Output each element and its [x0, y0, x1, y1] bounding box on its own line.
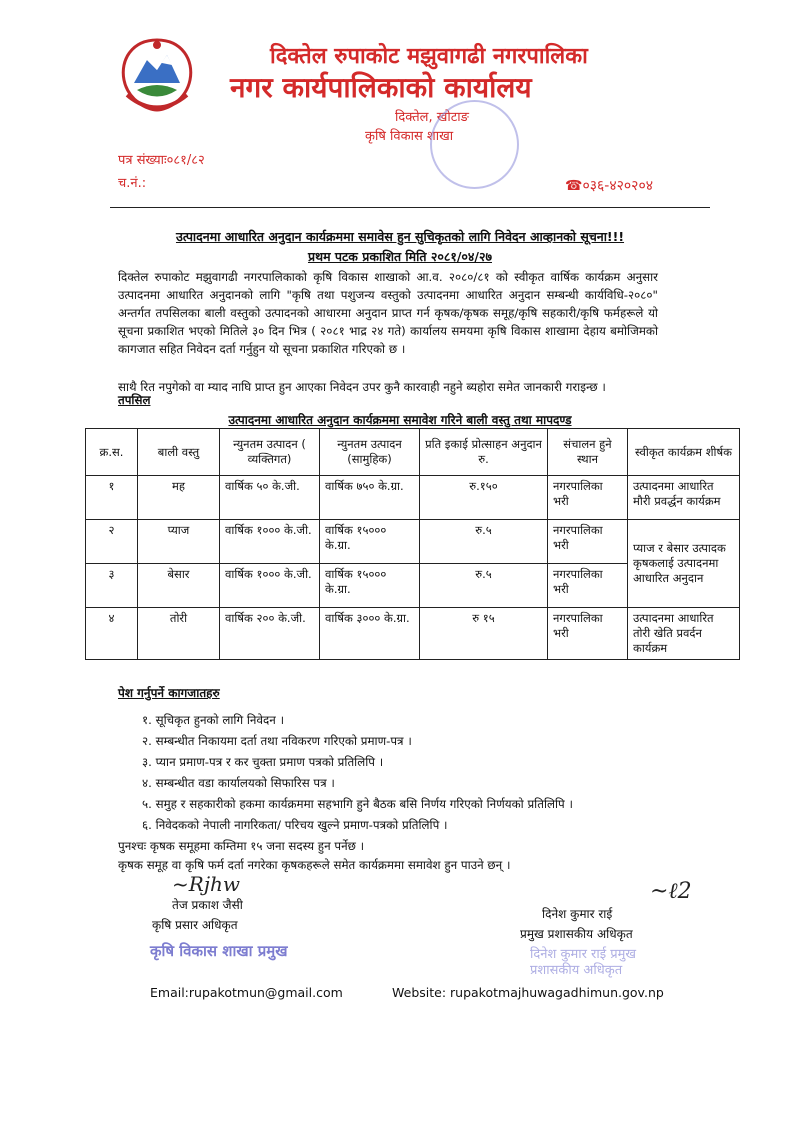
cell-crop: तोरी: [138, 608, 220, 660]
ref-value: ०८१/८२: [166, 153, 205, 168]
cell-place: नगरपालिका भरी: [548, 520, 628, 564]
notice-subtitle: प्रथम पटक प्रकाशित मिति २०८१/०४/२७: [307, 249, 492, 264]
documents-list: [142, 710, 573, 836]
list-item: ३. प्यान प्रमाण-पत्र र कर चुक्ता प्रमाण पत्रको प्रतिलिपि ।: [142, 755, 384, 769]
cell-grant: रु.५: [420, 564, 548, 608]
footer-email: Email:rupakotmun@gmail.com: [150, 985, 343, 1000]
table-row: [86, 476, 740, 520]
office-name: नगर कार्यपालिकाको कार्यालय: [230, 71, 532, 104]
cell-place: नगरपालिका भरी: [548, 476, 628, 520]
footer-website: Website: rupakotmajhuwagadhimun.gov.np: [392, 985, 664, 1000]
notice-title: उत्पादनमा आधारित अनुदान कार्यक्रममा समावेस हुन सुचिकृतको लागि निवेदन आव्हानको सूचना!!!: [175, 229, 625, 244]
cell-grant: रु.५: [420, 520, 548, 564]
table-header-row: [86, 429, 740, 476]
table-row: [86, 520, 740, 564]
cell-sn: २: [86, 520, 138, 564]
col-header: न्युनतम उत्पादन ( व्यक्तिगत): [220, 429, 320, 476]
cell-individual: वार्षिक २०० के.जी.: [220, 608, 320, 660]
cell-group: वार्षिक १५००० के.ग्रा.: [320, 520, 420, 564]
cell-crop: प्याज: [138, 520, 220, 564]
phone-number: ☎०३६-४२०२०४: [565, 178, 654, 194]
list-item: ५. समुह र सहकारीको हकमा कार्यक्रममा सहभागि हुने बैठक बसि निर्णय गरिएको निर्णयको प्रतिलिपि ।: [142, 797, 573, 811]
cell-place: नगरपालिका भरी: [548, 564, 628, 608]
cell-sn: ४: [86, 608, 138, 660]
left-signatory-post: कृषि प्रसार अधिकृत: [152, 918, 238, 932]
cell-sn: ३: [86, 564, 138, 608]
ref-number: [118, 150, 205, 168]
branch-name: कृषि विकास शाखा: [365, 129, 454, 144]
col-header: स्वीकृत कार्यक्रम शीर्षक: [628, 429, 740, 476]
crop-table: [85, 428, 740, 660]
cell-sn: १: [86, 476, 138, 520]
left-signatory-name: तेज प्रकाश जैसी: [172, 898, 243, 912]
eligibility-note: कृषक समूह वा कृषि फर्म दर्ता नगरेका कृषकहरूले समेत कार्यक्रममा समावेश हुन पाउने छन् ।: [118, 858, 511, 872]
list-item: ४. सम्बन्धीत वडा कार्यालयको सिफारिस पत्र ।: [142, 776, 335, 790]
col-header: न्युनतम उत्पादन (सामुहिक): [320, 429, 420, 476]
cell-group: वार्षिक ७५० के.ग्रा.: [320, 476, 420, 520]
cell-individual: वार्षिक ५० के.जी.: [220, 476, 320, 520]
cell-grant: रु १५: [420, 608, 548, 660]
ref-label: पत्र संख्याः: [118, 153, 167, 168]
left-signature: ~Rjhw: [172, 872, 241, 896]
table-row: [86, 608, 740, 660]
col-header: संचालन हुने स्थान: [548, 429, 628, 476]
org-name: दिक्तेल रुपाकोट मझुवागढी नगरपालिका: [270, 44, 588, 69]
col-header: बाली वस्तु: [138, 429, 220, 476]
cell-crop: बेसार: [138, 564, 220, 608]
left-stamp: कृषि विकास शाखा प्रमुख: [150, 942, 288, 960]
right-signature: ~ℓ2: [650, 879, 692, 904]
cell-program: उत्पादनमा आधारित तोरी खेति प्रवर्दन कार्यक्रम: [628, 608, 740, 660]
cell-group: वार्षिक १५००० के.ग्रा.: [320, 564, 420, 608]
postscript-note: पुनश्चः कृषक समूहमा कम्तिमा १५ जना सदस्य हुन पर्नेछ ।: [118, 839, 365, 853]
table-caption: उत्पादनमा आधारित अनुदान कार्यक्रममा समावेश गरिने बाली वस्तु तथा मापदण्ड: [228, 413, 572, 427]
cell-crop: मह: [138, 476, 220, 520]
cell-program: उत्पादनमा आधारित मौरी प्रवर्द्धन कार्यक्रम: [628, 476, 740, 520]
list-item: २. सम्बन्धीत निकायमा दर्ता तथा नविकरण गरिएको प्रमाण-पत्र ।: [142, 734, 412, 748]
right-stamp: दिनेश कुमार राई प्रमुख प्रशासकीय अधिकृत: [530, 947, 637, 978]
schedule-heading: तपसिल: [118, 393, 151, 407]
col-header: क्र.स.: [86, 429, 138, 476]
cell-grant: रु.१५०: [420, 476, 548, 520]
list-item: ६. निवेदकको नेपाली नागरिकता/ परिचय खुल्ने प्रमाण-पत्रको प्रतिलिपि ।: [142, 818, 448, 832]
nepal-emblem-icon: [112, 35, 202, 115]
notice-body: दिक्तेल रुपाकोट मझुवागढी नगरपालिकाको कृषि विकास शाखाको आ.व. २०८०/८१ को स्वीकृत वार्षिक कार्यक्रम अनुसार उत्पादनमा आधारित अनुदानको लागि "कृषि तथा पशुजन्य वस्तुको उत्पादनमा आधारित अनुदान सम्बन्धी कार्यविधि-२०८०" अन्तर्गत तपसिलका बाली वस्तुको उत्पादनको आधारमा अनुदान प्राप्त गर्न कृषक/कृषक समूह/कृषि सहकारी/कृषि फर्महरूले यो सूचना प्रकाशित भएको मितिले ३० दिन भित्र ( २०८१ भाद्र २४ गते) कार्यालय समयमा कृषि विकास शाखामा देहाय बमोजिमको कागजात सहित निवेदन दर्ता गर्नुहुन यो सूचना प्रकाशित गरिएको छ ।: [118, 270, 658, 356]
cell-place: नगरपालिका भरी: [548, 608, 628, 660]
office-address: दिक्तेल, खोटाङ: [395, 110, 469, 125]
right-signatory-name: दिनेश कुमार राई: [542, 907, 613, 921]
cell-program: प्याज र बेसार उत्पादक कृषकलाई उत्पादनमा आधारित अनुदान: [628, 520, 740, 608]
right-signatory-post: प्रमुख प्रशासकीय अधिकृत: [520, 927, 633, 941]
list-item: १. सूचिकृत हुनको लागि निवेदन ।: [142, 713, 285, 727]
cell-group: वार्षिक ३००० के.ग्रा.: [320, 608, 420, 660]
notice-body-extra: साथै रित नपुगेको वा म्याद नाघि प्राप्त हुन आएका निवेदन उपर कुनै कारवाही नहुने ब्यहोरा समेत जानकारी गराइन्छ ।: [118, 380, 606, 394]
cell-individual: वार्षिक १००० के.जी.: [220, 564, 320, 608]
dispatch-number-label: च.नं.:: [118, 176, 147, 191]
documents-heading: पेश गर्नुपर्ने कागजातहरु: [118, 686, 220, 700]
cell-individual: वार्षिक १००० के.जी.: [220, 520, 320, 564]
header-divider: [110, 207, 710, 208]
office-stamp: [430, 100, 519, 189]
col-header: प्रति इकाई प्रोत्साहन अनुदान रु.: [420, 429, 548, 476]
